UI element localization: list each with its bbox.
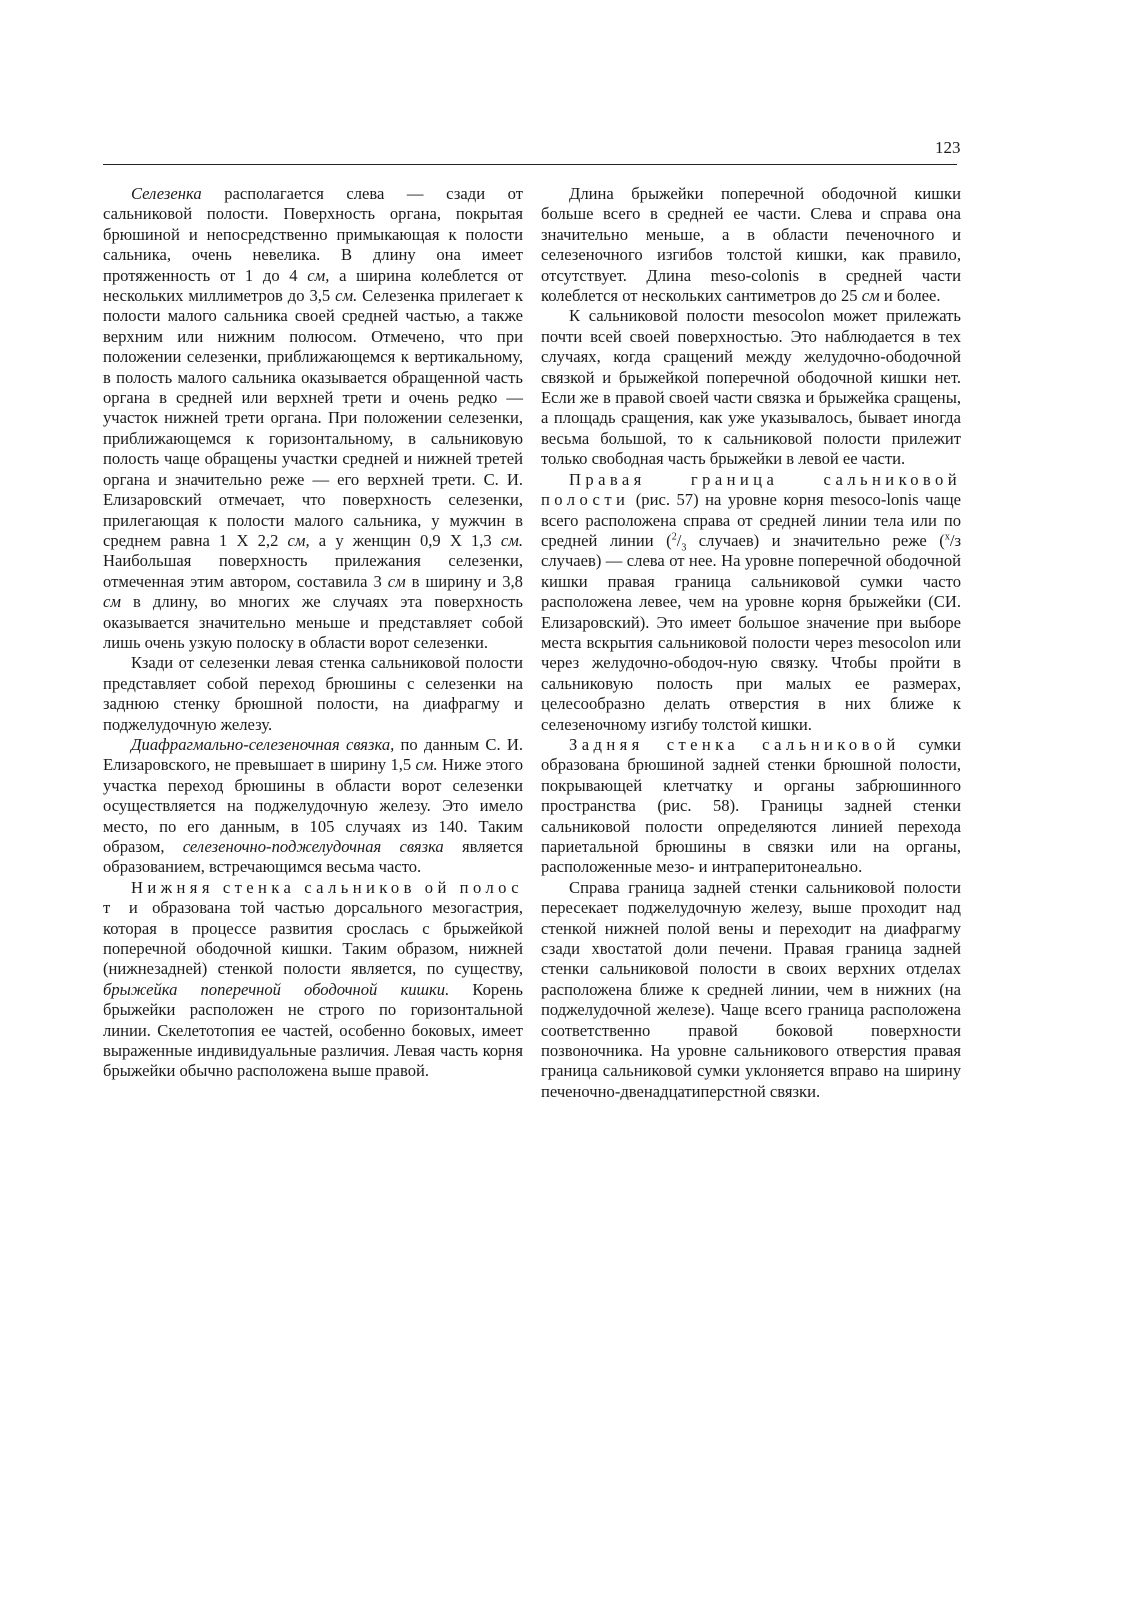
header-rule [103, 164, 957, 165]
text-run: располагается слева — сзади от сальниковой полости. Поверхность органа, покрытая брюшиной и непосредственно примыкающая к полости сальника, очень невелика. В длину она имеет протяженность от 1 до 4 [103, 184, 523, 285]
paragraph [103, 878, 523, 1082]
text-run: Наибольшая поверхность прилежания селезенки, отмеченная этим автором, составила 3 [103, 551, 523, 591]
left-column [103, 184, 523, 1082]
text-sup: 2 [671, 531, 677, 543]
text-italic: см. [415, 755, 438, 775]
text-spaced: Нижняя стенка сальников ой полос т и [103, 877, 523, 918]
text-italic: см. [335, 286, 358, 306]
text-run: Справа граница задней стенки сальниковой полости пересекает поджелудочную железу, выше проходит над стенкой нижней полой вены и переходит на диафрагму сзади хвостатой доли печени. Правая граница задней стенки сальниковой полости в своих верхних отделах расположена ближе к средней линии, чем в нижних (на поджелудочной железе). Чаще всего граница расположена соответственно правой боковой поверхности позвоночника. На уровне сальникового отверстия правая граница сальниковой сумки уклоняется вправо на ширину печеночно-двенадцатиперстной связки. [541, 877, 961, 1101]
text-run: Кзади от селезенки левая стенка сальниковой полости представляет собой переход брюшины с селезенки на заднюю стенку брюшной полости, на диафрагму и поджелудочную железу. [103, 653, 523, 734]
paragraph [541, 878, 961, 1102]
text-italic: селезеночно-поджелудочная связка [182, 837, 444, 856]
text-run: Длина брыжейки поперечной ободочной кишки больше всего в средней ее части. Слева и справа она значительно меньше, а в области печеночного и селезеночного изгибов толстой кишки, как правило, отсутствует. Длина meso-colonis в средней части колеблется от нескольких сантиметров до 25 [541, 184, 961, 306]
text-run: по данным С. И. Елизаровского, не превышает в ширину 1,5 [103, 734, 523, 775]
text-italic: см [103, 592, 121, 612]
text-run: случаев) и значительно реже ( [686, 530, 945, 550]
text-run: в длину, во многих же случаях эта поверхность оказывается значительно меньше и представляет собой лишь очень узкую полоску в области ворот селезенки. [103, 592, 523, 652]
text-run: (рис. 57) на уровне корня mesoco-lonis чаще всего расположена справа от средней линии тела или по средней линии ( [541, 490, 961, 550]
paragraph [103, 735, 523, 878]
text-run: а у женщин 0,9 X 1,3 [309, 530, 501, 550]
text-italic: см, [307, 265, 330, 285]
paragraph [103, 653, 523, 735]
text-run: Селезенка прилегает к полости малого сальника своей средней частью, а также верхним или нижним полюсом. Отмечено, что при положении селезенки, приближающемся к вертикальному, в полость малого сальника оказывается обращенной часть органа в средней или верхней трети и очень редко — участок нижней трети органа. При положении селезенки, приближающемся к горизонтальному, в сальниковую полость чаще обращены участки средней и нижней третей органа и значительно реже — его верхней трети. С. И. Елизаровский отмечает, что поверхность селезенки, прилегающая к полости малого сальника, у мужчин в среднем равна 1 X 2,2 [103, 286, 523, 550]
text-spaced: Правая граница сальниковой полости [541, 469, 961, 510]
text-run: /з случаев) — слева от нее. На уровне поперечной ободочной кишки правая граница сальниковой сумки часто расположена левее, чем на уровне корня брыжейки (СИ. Елизаровский). Это имеет большое значение при выборе места вскрытия сальниковой полости через mesocolon или через желудочно-ободоч-ную связку. Чтобы пройти в сальниковую полость при малых ее размерах, целесообразно делать отверстия в них ближе к селезеночному изгибу толстой кишки. [541, 530, 961, 734]
text-run: сумки образована брюшиной задней стенки брюшной полости, покрывающей клетчатку и органы забрюшинного пространства (рис. 58). Границы задней стенки сальниковой полости определяются линией перехода париетальной брюшины в связки или на органы, расположенные мезо- и интраперитонеально. [541, 734, 961, 877]
text-run: и более. [879, 286, 941, 306]
text-run: К сальниковой полости mesocolon может прилежать почти всей своей поверхностью. Это наблюдается в тех случаях, когда сращений между желудочно-ободочной связкой и брыжейкой поперечной ободочной кишки нет. Если же в правой своей части связка и брыжейка сращены, а площадь сращения, как уже указывалось, бывает иногда весьма большой, то к сальниковой полости прилежит только свободная часть брыжейки в левой ее части. [541, 306, 961, 469]
paragraph [103, 184, 523, 653]
text-sub: 3 [681, 542, 687, 554]
page-number: 123 [935, 138, 961, 157]
text-italic: Диафрагмально-селезеночная связка, [131, 734, 395, 754]
text-italic: брыжейка поперечной ободочной кишки. [103, 979, 450, 999]
text-italic: см. [500, 530, 523, 550]
text-italic: см, [287, 530, 310, 550]
text-sup: x [944, 531, 950, 543]
paragraph [541, 470, 961, 735]
text-italic: см [387, 571, 406, 591]
text-run: а ширина колеблется от нескольких миллиметров до 3,5 [103, 265, 523, 306]
text-run: Ниже этого участка переход брюшины в области ворот селезенки осуществляется на поджелудочную железу. Это имело место, по его данным, в 105 случаях из 140. Таким образом, [103, 755, 523, 856]
text-run: в ширину и 3,8 [405, 571, 523, 591]
text-run: / [676, 530, 682, 550]
text-run: образована той частью дорсального мезогастрия, которая в процессе развития срослась с брыжейкой поперечной ободочной кишки. Таким образом, нижней (нижнезадней) стенкой полости является, по существу, [103, 898, 523, 979]
paragraph [541, 735, 961, 878]
text-italic: Селезенка [131, 184, 202, 203]
text-spaced: Задняя стенка сальниковой [569, 734, 900, 754]
text-italic: см [861, 286, 880, 306]
right-column [541, 184, 961, 1102]
text-run: является образованием, встречающимся весьма часто. [103, 837, 523, 877]
paragraph [541, 306, 961, 469]
paragraph [541, 184, 961, 306]
text-run: Корень брыжейки расположен не строго по горизонтальной линии. Скелетотопия ее частей, особенно боковых, имеет выраженные индивидуальные различия. Левая часть корня брыжейки обычно расположена выше правой. [103, 979, 524, 1081]
